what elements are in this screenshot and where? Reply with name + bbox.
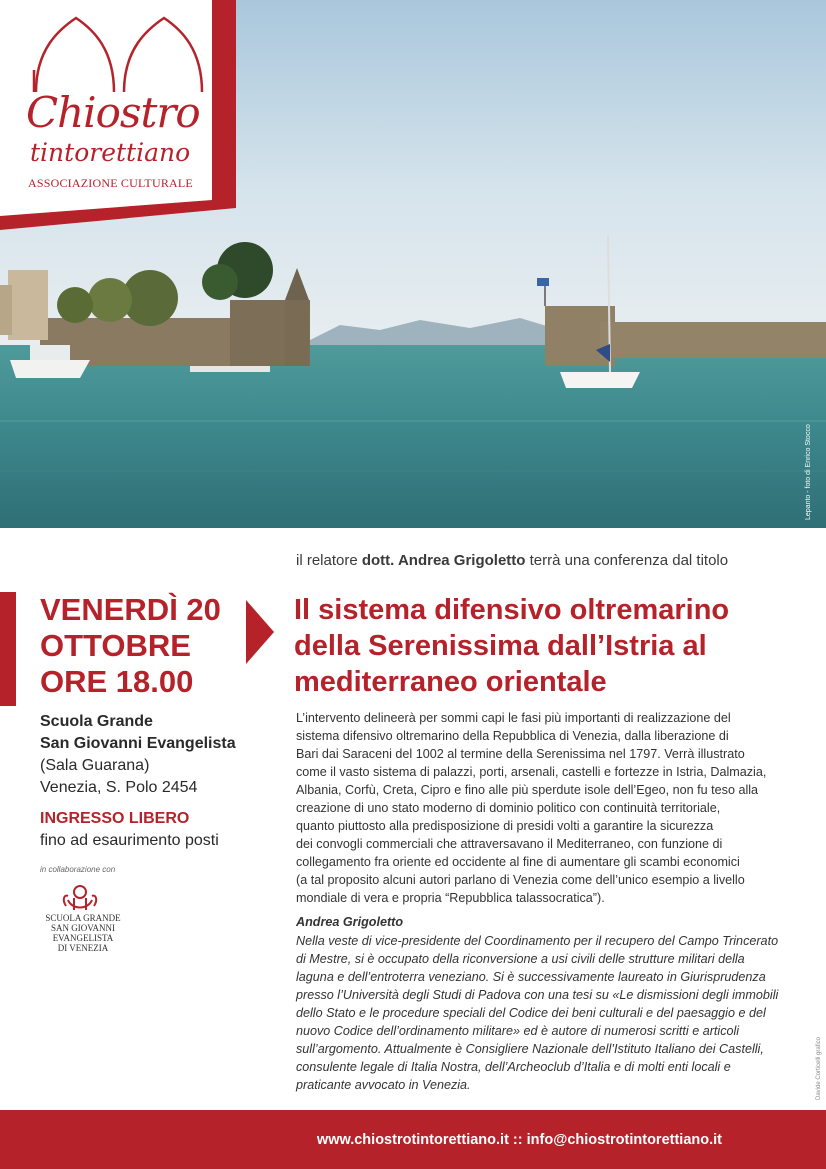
logo xyxy=(0,0,236,230)
collaboration-label: in collaborazione con xyxy=(40,865,116,874)
footer-contacts[interactable]: www.chiostrotintorettiano.it :: info@chiostrotintorettiano.it xyxy=(316,1132,722,1148)
arrow-icon xyxy=(246,600,274,664)
photo-credit: Lepanto - foto di Enrico Stocco xyxy=(805,424,812,520)
accent-bar xyxy=(0,592,16,706)
event-date: VENERDÌ 20 OTTOBRE ORE 18.00 xyxy=(40,592,221,699)
venue: Scuola Grande San Giovanni Evangelista (Sala Guarana) Venezia, S. Polo 2454 xyxy=(40,713,236,796)
footer xyxy=(0,1110,826,1169)
speaker-name: dott. Andrea Grigoletto xyxy=(361,552,526,569)
conference-title: Il sistema difensivo oltremarino della Serenissima dall’Istria al mediterraneo orientale xyxy=(294,594,730,698)
logo-subtitle: ASSOCIAZIONE CULTURALE xyxy=(28,176,193,190)
author-bio: Nella veste di vice-presidente del Coordinamento per il recupero del Campo Trincerato di Mestre, si è occupato della riconversione a usi civili delle strutture militari della laguna e dell’entroterra veneziano. Si è successivamente laureato in Giurisprudenza presso l’Università degli Studi di Padova con una tesi su «Le dismissioni degli immobili dello Stato e le procedure speciali del Codice dei beni culturali e del paesaggio e del nuovo Codice dell’ordinamento militare» ed è autore di numerosi scritti e articoli sull’argomento. Attualmente è Consigliere Nazionale dell’Istituto Italiano dei Castelli, consulente legale di Italia Nostra, dell’Archeoclub d’Italia e di molti enti locali e praticante avvocato in Venezia. xyxy=(296,934,779,1092)
logo-name: Chiostro xyxy=(26,88,200,137)
intro-line: il relatore dott. Andrea Grigoletto terrà una conferenza dal titolo xyxy=(296,552,729,569)
admission: INGRESSO LIBERO fino ad esaurimento posti xyxy=(40,810,219,849)
author-name: Andrea Grigoletto xyxy=(296,915,404,929)
description: L’intervento delineerà per sommi capi le fasi più importanti di realizzazione del sistema difensivo oltremarino della Repubblica di Venezia, dalla liberazione di Bari dai Saraceni del 1002 al termine della Serenissima nel 1797. Verrà illustrato come il vasto sistema di palazzi, porti, arsenali, castelli e fortezze in Istria, Dalmazia, Albania, Corfù, Creta, Cipro e fino alle più sperdute isole dell’Egeo, non fu teso alla creazione di uno stato moderno di dominio politico con continuità territoriale, quanto piuttosto alla predisposizione di presidi volti a garantire la sicurezza dei convogli commerciali che attraversavano il Mediterraneo, con funzione di collegamento fra oriente ed occidente al fine di aumentare gli scambi economici (a tal proposito alcuni autori parlano di Venezia come dell’unico esempio a livello mondiale di vera e propria “Repubblica talassocratica”). xyxy=(296,711,767,905)
collaboration-org: SCUOLA GRANDE SAN GIOVANNI EVANGELISTA DI VENEZIA xyxy=(45,913,121,953)
logo-name-secondary: tintorettiano xyxy=(30,138,191,167)
design-credit: Davide Corticelli grafico xyxy=(816,1036,822,1100)
